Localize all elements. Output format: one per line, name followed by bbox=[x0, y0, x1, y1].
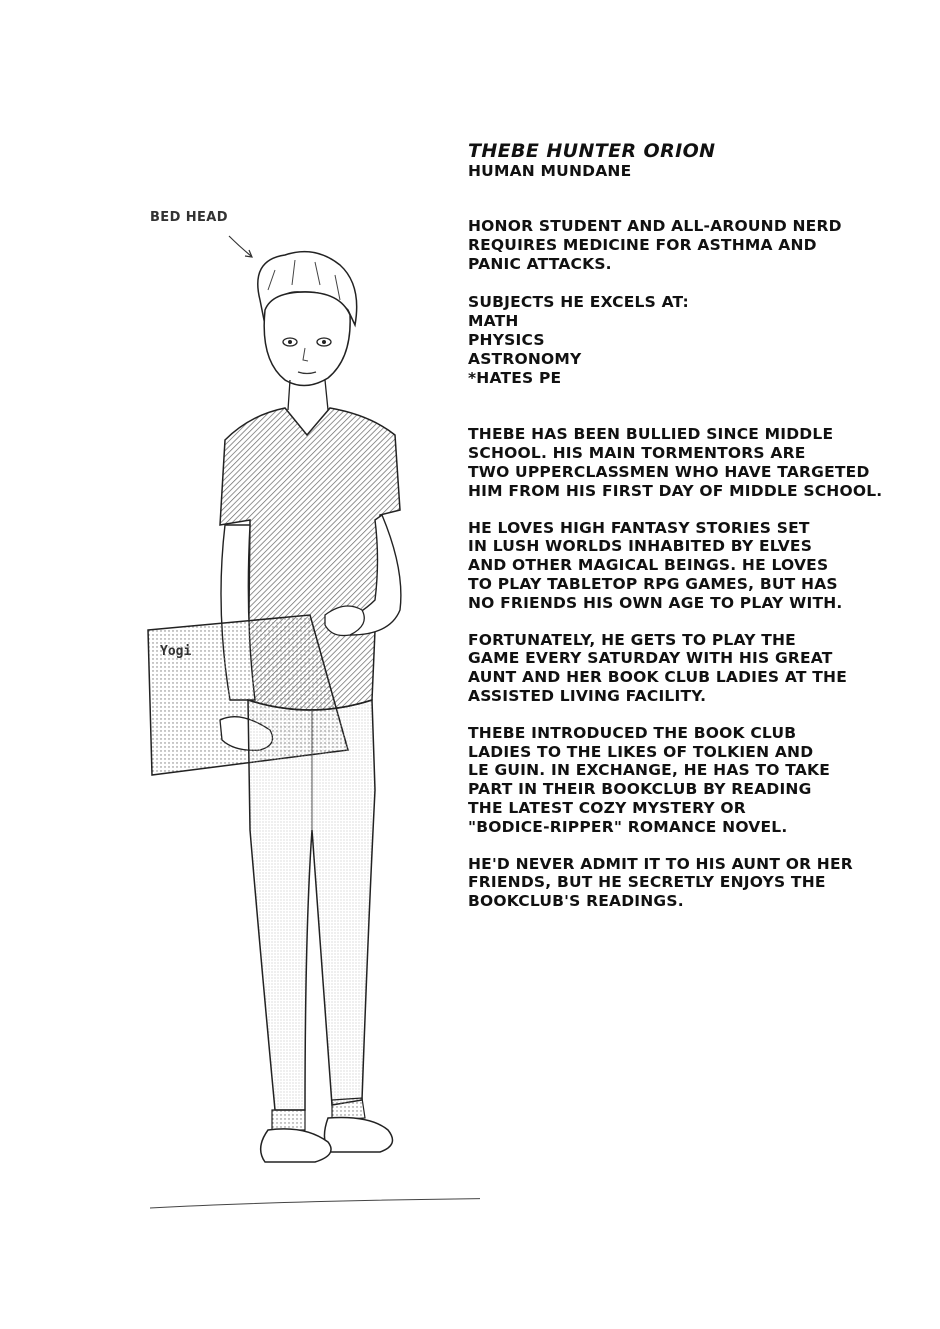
bio-line: THEBE HAS BEEN BULLIED SINCE MIDDLE bbox=[468, 425, 834, 444]
character-type: HUMAN MUNDANE bbox=[468, 162, 632, 180]
character-illustration bbox=[100, 230, 480, 1230]
bio-line: TWO UPPERCLASSMEN WHO HAVE TARGETED bbox=[468, 462, 870, 481]
subject-item: PHYSICS bbox=[468, 330, 545, 349]
bio-line: SCHOOL. HIS MAIN TORMENTORS ARE bbox=[468, 444, 806, 463]
bio-line: TO PLAY TABLETOP RPG GAMES, BUT HAS bbox=[468, 574, 838, 593]
head bbox=[264, 292, 350, 386]
subject-item: ASTRONOMY bbox=[468, 349, 582, 368]
bio-line: HIM FROM HIS FIRST DAY OF MIDDLE SCHOOL. bbox=[468, 481, 883, 500]
bio-line: BOOKCLUB'S READINGS. bbox=[468, 892, 684, 911]
bio-line: GAME EVERY SATURDAY WITH HIS GREAT bbox=[468, 649, 833, 668]
bio-paragraph bbox=[468, 519, 908, 613]
book-label: Yogi bbox=[160, 644, 192, 659]
bio-line: REQUIRES MEDICINE FOR ASTHMA AND bbox=[468, 235, 817, 254]
bio-paragraph bbox=[468, 855, 908, 911]
bio-line: IN LUSH WORLDS INHABITED BY ELVES bbox=[468, 537, 813, 556]
bio-line: AUNT AND HER BOOK CLUB LADIES AT THE bbox=[468, 668, 847, 687]
bio-line: PART IN THEIR BOOKCLUB BY READING bbox=[468, 780, 812, 799]
subjects-list bbox=[468, 293, 908, 387]
bio-line: NO FRIENDS HIS OWN AGE TO PLAY WITH. bbox=[468, 593, 843, 612]
bio-line: HE'D NEVER ADMIT IT TO HIS AUNT OR HER bbox=[468, 854, 853, 873]
subjects-heading: SUBJECTS HE EXCELS AT: bbox=[468, 293, 689, 312]
bio-paragraph bbox=[468, 217, 908, 273]
bed-head-annotation: BED HEAD bbox=[150, 210, 228, 225]
right-shoe bbox=[324, 1118, 392, 1153]
bio-line: FORTUNATELY, HE GETS TO PLAY THE bbox=[468, 630, 796, 649]
bio-paragraph bbox=[468, 724, 908, 837]
bio-paragraph bbox=[468, 631, 908, 706]
bio-line: HE LOVES HIGH FANTASY STORIES SET bbox=[468, 518, 810, 537]
bio-line: AND OTHER MAGICAL BEINGS. HE LOVES bbox=[468, 556, 829, 575]
bio-line: LE GUIN. IN EXCHANGE, HE HAS TO TAKE bbox=[468, 761, 831, 780]
bio-line: THE LATEST COZY MYSTERY OR bbox=[468, 798, 746, 817]
bio-line: THEBE INTRODUCED THE BOOK CLUB bbox=[468, 723, 797, 742]
left-shoe bbox=[261, 1129, 331, 1162]
bio-line: FRIENDS, BUT HE SECRETLY ENJOYS THE bbox=[468, 873, 826, 892]
bio-line: ASSISTED LIVING FACILITY. bbox=[468, 686, 707, 705]
bio-line: PANIC ATTACKS. bbox=[468, 254, 612, 273]
bio-paragraph bbox=[468, 425, 908, 500]
bio-line: "BODICE-RIPPER" ROMANCE NOVEL. bbox=[468, 817, 788, 836]
character-name: THEBE HUNTER ORION bbox=[468, 140, 716, 162]
character-bio bbox=[468, 140, 908, 911]
bio-line: LADIES TO THE LIKES OF TOLKIEN AND bbox=[468, 742, 814, 761]
subject-item: MATH bbox=[468, 312, 519, 331]
subject-item: *HATES PE bbox=[468, 368, 562, 387]
ground-line bbox=[150, 1198, 480, 1208]
bio-line: HONOR STUDENT AND ALL-AROUND NERD bbox=[468, 217, 842, 235]
